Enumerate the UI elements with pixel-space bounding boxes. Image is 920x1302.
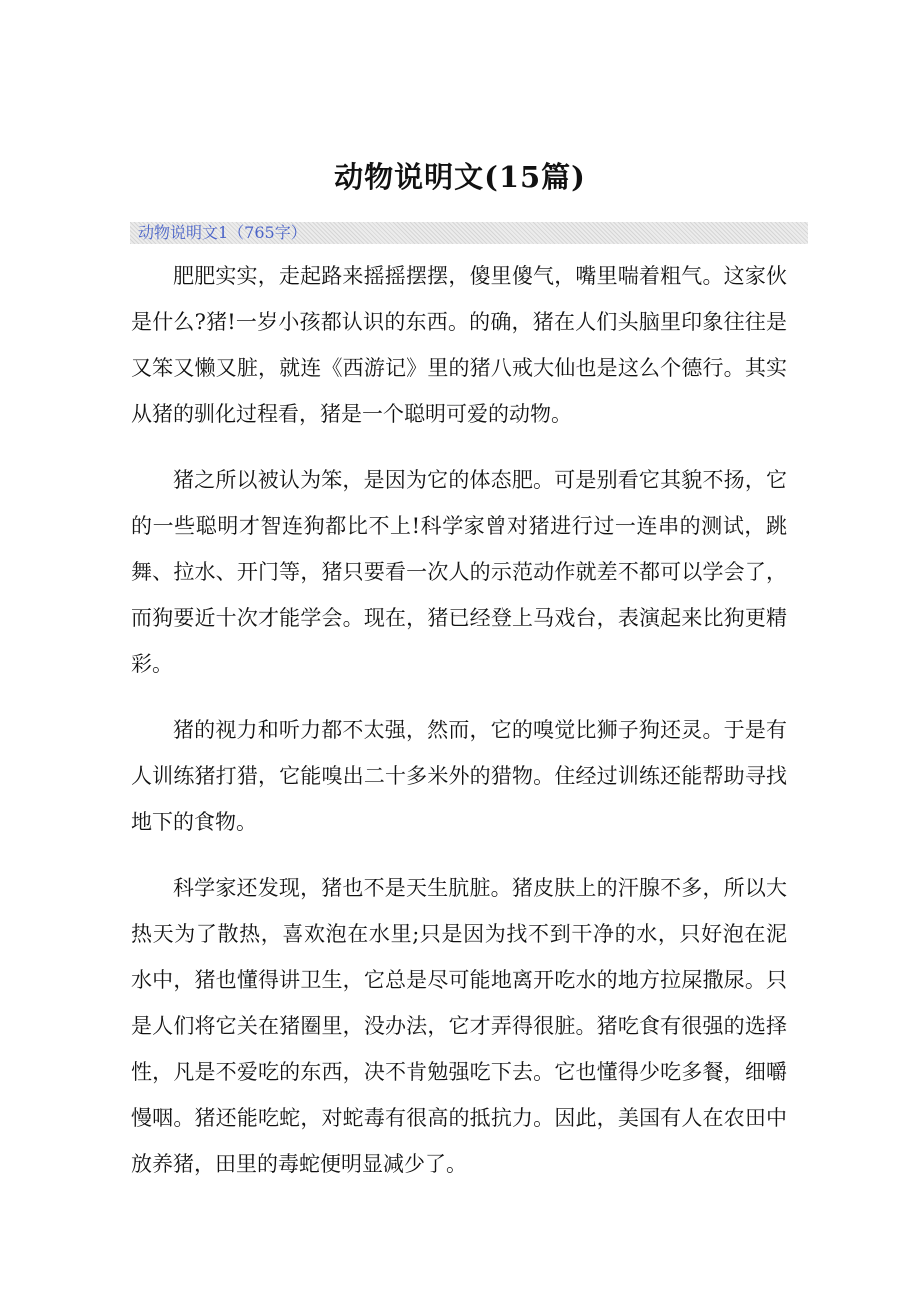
paragraph-1: 肥肥实实，走起路来摇摇摆摆，傻里傻气，嘴里喘着粗气。这家伙是什么?猪!一岁小孩都认识的东西。的确，猪在人们头脑里印象往往是又笨又懒又脏，就连《西游记》里的猪八戒大仙也是这么个德行。其实从猪的驯化过程看，猪是一个聪明可爱的动物。 [131,264,787,426]
paragraph-4: 科学家还发现，猪也不是天生肮脏。猪皮肤上的汗腺不多，所以大热天为了散热，喜欢泡在水里;只是因为找不到干净的水，只好泡在泥水中，猪也懂得讲卫生，它总是尽可能地离开吃水的地方拉屎撒尿。只是人们将它关在猪圈里，没办法，它才弄得很脏。猪吃食有很强的选择性，凡是不爱吃的东西，决不肯勉强吃下去。它也懂得少吃多餐，细嚼慢咽。猪还能吃蛇，对蛇毒有很高的抵抗力。因此，美国有人在农田中放养猪，田里的毒蛇便明显减少了。 [131,876,787,1176]
section-heading: 动物说明文1（765字） [138,223,307,242]
article-body [131,253,787,1207]
document-title: 动物说明文(15篇) [334,160,586,195]
paragraph-2: 猪之所以被认为笨，是因为它的体态肥。可是别看它其貌不扬，它的一些聪明才智连狗都比不上!科学家曾对猪进行过一连串的测试，跳舞、拉水、开门等，猪只要看一次人的示范动作就差不都可以学会了，而狗要近十次才能学会。现在，猪已经登上马戏台，表演起来比狗更精彩。 [131,468,787,676]
paragraph-3: 猪的视力和听力都不太强，然而，它的嗅觉比狮子狗还灵。于是有人训练猪打猎，它能嗅出二十多米外的猎物。住经过训练还能帮助寻找地下的食物。 [131,718,787,834]
